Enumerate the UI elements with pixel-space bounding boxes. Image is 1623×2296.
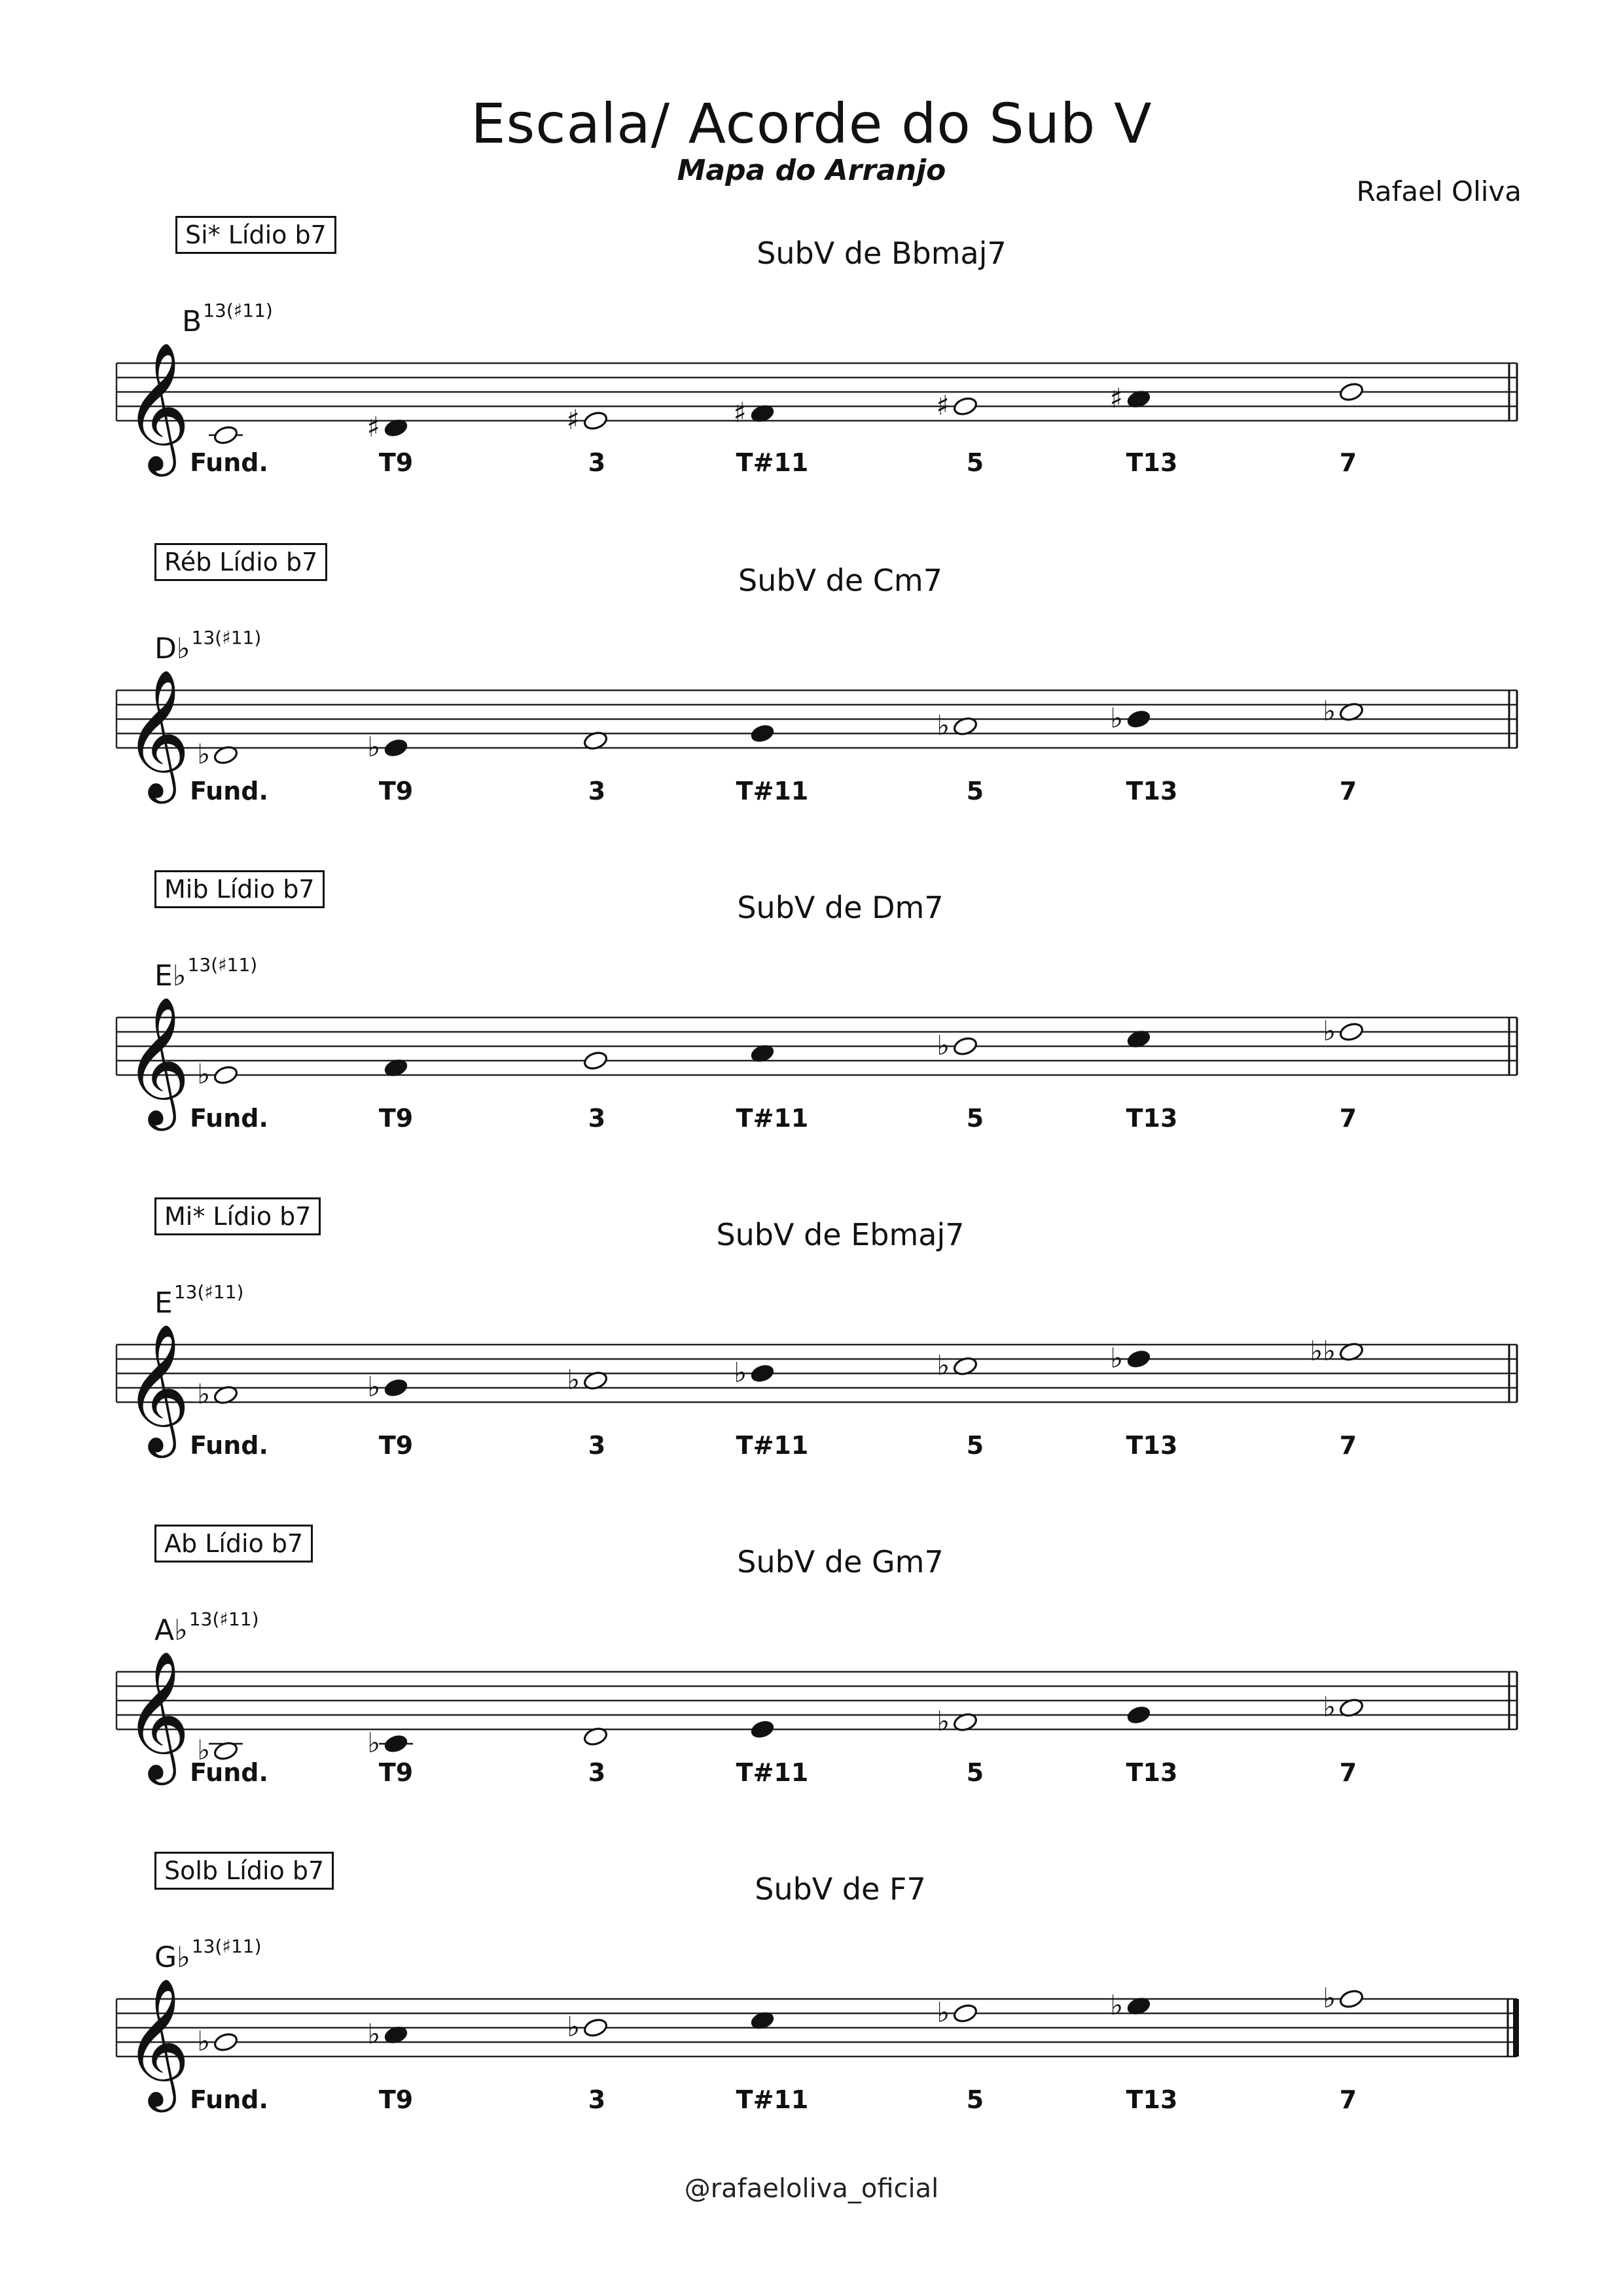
- whole-notehead: [1338, 1021, 1364, 1042]
- whole-notehead: [952, 396, 978, 417]
- note: [197, 2025, 239, 2057]
- chord-root: E♭: [154, 959, 187, 993]
- flat-accidental: ♭: [567, 1364, 580, 1396]
- flat-accidental: ♭: [367, 731, 380, 763]
- degree-label: 7: [1339, 1758, 1357, 1787]
- staff-system: [0, 870, 1623, 1171]
- subv-title: SubV de Bbmaj7: [757, 236, 1007, 271]
- flat-accidental: ♭: [936, 1705, 950, 1737]
- chord-extension: 13(♯11): [188, 1608, 259, 1630]
- sharp-accidental: ♯: [1109, 382, 1123, 414]
- flat-accidental: ♭: [367, 2018, 380, 2050]
- quarter-notehead: [1126, 1704, 1151, 1725]
- degree-label: T#11: [736, 1758, 809, 1787]
- chord-root: D♭: [154, 632, 190, 665]
- flat-accidental: ♭: [367, 1371, 380, 1403]
- degree-label: T13: [1126, 1104, 1178, 1133]
- note: [1323, 1015, 1364, 1047]
- degree-label: T#11: [736, 1104, 809, 1133]
- degree-label: Fund.: [190, 777, 268, 805]
- degree-label: 5: [966, 1758, 984, 1787]
- note: [749, 1719, 775, 1740]
- degree-label: 3: [588, 1104, 606, 1133]
- staff-system: [0, 543, 1623, 844]
- scale-name-box: Réb Lídio b7: [154, 543, 327, 581]
- degree-label: T#11: [736, 1431, 809, 1460]
- degree-label: T#11: [736, 448, 809, 477]
- treble-clef-icon: 𝄞: [124, 1977, 190, 2107]
- note: [749, 723, 775, 744]
- flat-accidental: ♭: [197, 738, 210, 770]
- chord-extension: 13(♯11): [191, 1935, 262, 1957]
- flat-accidental: ♭: [1110, 1989, 1123, 2021]
- degree-label: T9: [378, 777, 414, 805]
- degree-label: 3: [588, 2085, 606, 2114]
- note: [197, 738, 239, 770]
- degree-label: 7: [1339, 448, 1357, 477]
- note: [936, 389, 978, 421]
- degree-label: T9: [378, 1104, 414, 1133]
- degree-label: 7: [1339, 777, 1357, 805]
- chord-root: G♭: [154, 1941, 190, 1974]
- note: [936, 1996, 978, 2028]
- flat-accidental: ♭: [1323, 1015, 1336, 1047]
- note: [367, 1727, 413, 1759]
- degree-label: T9: [378, 1431, 414, 1460]
- whole-notehead: [213, 2032, 238, 2053]
- treble-clef-icon: 𝄞: [124, 996, 190, 1125]
- scale-name-box: Solb Lídio b7: [154, 1852, 334, 1890]
- whole-notehead: [213, 1065, 238, 1086]
- degree-label: T13: [1126, 448, 1178, 477]
- note: [367, 411, 409, 443]
- degree-label: T13: [1126, 777, 1178, 805]
- whole-notehead: [952, 1036, 978, 1057]
- quarter-notehead: [749, 1363, 775, 1384]
- flat-accidental: ♭♭: [1310, 1335, 1336, 1367]
- quarter-notehead: [383, 737, 408, 758]
- composer-name: Rafael Oliva: [1356, 175, 1522, 207]
- scale-name-box: Mi* Lídio b7: [154, 1197, 321, 1235]
- chord-root: A♭: [154, 1614, 188, 1647]
- degree-label: 7: [1339, 1431, 1357, 1460]
- degree-label: 5: [966, 2085, 984, 2114]
- subv-title: SubV de Cm7: [738, 563, 942, 598]
- page-title: Escala/ Acorde do Sub V: [471, 92, 1152, 156]
- sharp-accidental: ♯: [366, 411, 380, 443]
- quarter-notehead: [383, 1377, 408, 1398]
- scale-name-box: Mib Lídio b7: [154, 870, 325, 908]
- note: [1310, 1335, 1364, 1367]
- flat-accidental: ♭: [1110, 1342, 1123, 1374]
- sharp-accidental: ♯: [566, 404, 580, 436]
- staff-system: [0, 1197, 1623, 1498]
- note: [936, 1029, 978, 1061]
- whole-notehead: [582, 410, 608, 431]
- note: [1110, 702, 1152, 734]
- degree-label: Fund.: [190, 2085, 268, 2114]
- degree-label: Fund.: [190, 1758, 268, 1787]
- scale-name-box: Si* Lídio b7: [175, 216, 336, 254]
- note: [1323, 695, 1364, 727]
- degree-label: 3: [588, 777, 606, 805]
- subv-title: SubV de F7: [755, 1871, 926, 1907]
- note: [1126, 1704, 1151, 1725]
- flat-accidental: ♭: [197, 1378, 210, 1410]
- degree-label: 5: [966, 448, 984, 477]
- note: [1110, 1989, 1152, 2021]
- flat-accidental: ♭: [936, 709, 950, 741]
- degree-label: T9: [378, 2085, 414, 2114]
- degree-label: T13: [1126, 1431, 1178, 1460]
- chord-extension: 13(♯11): [203, 300, 273, 321]
- quarter-notehead: [749, 1719, 775, 1740]
- note: [367, 1371, 409, 1403]
- whole-notehead: [1338, 381, 1364, 402]
- degree-label: 3: [588, 448, 606, 477]
- degree-label: T13: [1126, 2085, 1178, 2114]
- flat-accidental: ♭: [936, 1349, 950, 1381]
- flat-accidental: ♭: [367, 1727, 380, 1759]
- quarter-notehead: [1126, 709, 1151, 730]
- flat-accidental: ♭: [936, 1996, 950, 2028]
- degree-label: T9: [378, 448, 414, 477]
- degree-label: T13: [1126, 1758, 1178, 1787]
- chord-root: B: [182, 305, 202, 338]
- page-subtitle: Mapa do Arranjo: [677, 154, 946, 187]
- sharp-accidental: ♯: [936, 389, 950, 421]
- degree-label: 5: [966, 1104, 984, 1133]
- flat-accidental: ♭: [197, 1734, 210, 1766]
- note: [1110, 382, 1152, 414]
- degree-label: T#11: [736, 777, 809, 805]
- chord-extension: 13(♯11): [173, 1281, 244, 1303]
- note: [197, 1058, 239, 1090]
- note: [734, 1356, 776, 1388]
- note: [197, 1378, 239, 1410]
- note: [936, 1349, 978, 1381]
- footer-handle: @rafaeloliva_oficial: [684, 2174, 939, 2204]
- degree-label: 3: [588, 1431, 606, 1460]
- quarter-notehead: [749, 723, 775, 744]
- flat-accidental: ♭: [567, 2011, 580, 2043]
- note: [1323, 1691, 1364, 1723]
- note: [1110, 1342, 1152, 1374]
- note: [936, 709, 978, 741]
- chord-extension: 13(♯11): [187, 954, 258, 976]
- whole-notehead: [1338, 1988, 1364, 2009]
- note: [936, 1705, 978, 1737]
- note: [567, 1364, 609, 1396]
- whole-notehead: [582, 1050, 608, 1071]
- degree-label: Fund.: [190, 1104, 268, 1133]
- note: [567, 2011, 609, 2043]
- sharp-accidental: ♯: [733, 397, 747, 429]
- subv-title: SubV de Ebmaj7: [716, 1217, 965, 1252]
- flat-accidental: ♭: [1323, 1982, 1336, 2014]
- note: [582, 1050, 608, 1071]
- flat-accidental: ♭: [197, 1058, 210, 1090]
- note: [1323, 1982, 1364, 2014]
- treble-clef-icon: 𝄞: [124, 669, 190, 798]
- flat-accidental: ♭: [1110, 702, 1123, 734]
- degree-label: 5: [966, 1431, 984, 1460]
- treble-clef-icon: 𝄞: [124, 1323, 190, 1453]
- note: [367, 731, 409, 763]
- chord-root: E: [154, 1286, 173, 1320]
- degree-label: 5: [966, 777, 984, 805]
- subv-title: SubV de Dm7: [737, 890, 944, 925]
- degree-label: 3: [588, 1758, 606, 1787]
- degree-label: 7: [1339, 2085, 1357, 2114]
- degree-label: Fund.: [190, 1431, 268, 1460]
- note: [734, 397, 776, 429]
- staff-system: [0, 1525, 1623, 1826]
- treble-clef-icon: 𝄞: [124, 1650, 190, 1780]
- quarter-notehead: [383, 1733, 408, 1754]
- flat-accidental: ♭: [1323, 1691, 1336, 1723]
- note: [1338, 381, 1364, 402]
- degree-label: T#11: [736, 2085, 809, 2114]
- whole-notehead: [582, 2017, 608, 2038]
- note: [367, 2018, 409, 2050]
- subv-title: SubV de Gm7: [737, 1544, 944, 1580]
- whole-notehead: [213, 425, 238, 446]
- chord-extension: 13(♯11): [191, 627, 262, 648]
- whole-notehead: [952, 2003, 978, 2024]
- note: [567, 404, 609, 436]
- flat-accidental: ♭: [1323, 695, 1336, 727]
- note: [209, 425, 243, 446]
- flat-accidental: ♭: [734, 1356, 747, 1388]
- flat-accidental: ♭: [936, 1029, 950, 1061]
- treble-clef-icon: 𝄞: [124, 342, 190, 471]
- degree-label: T9: [378, 1758, 414, 1787]
- degree-label: Fund.: [190, 448, 268, 477]
- staff-system: [0, 1852, 1623, 2153]
- quarter-notehead: [1126, 1349, 1151, 1369]
- degree-label: 7: [1339, 1104, 1357, 1133]
- final-barline-thick: [1513, 1999, 1519, 2057]
- staff-system: [0, 216, 1623, 517]
- flat-accidental: ♭: [197, 2025, 210, 2057]
- scale-name-box: Ab Lídio b7: [154, 1525, 313, 1563]
